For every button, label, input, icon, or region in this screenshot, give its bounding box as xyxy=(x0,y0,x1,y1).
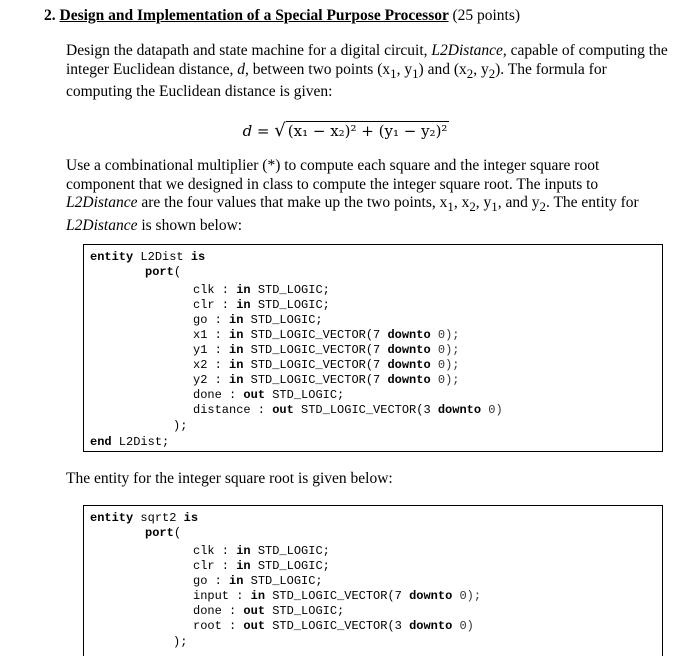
code-port-decl: y1 : in STD_LOGIC_VECTOR(7 downto 0); xyxy=(193,343,460,357)
code-entity-line: entity L2Dist is xyxy=(90,250,206,264)
code-end-line: end L2Dist; xyxy=(90,435,170,449)
problem-points: (25 points) xyxy=(452,7,521,24)
code-port-decl: x1 : in STD_LOGIC_VECTOR(7 downto 0); xyxy=(193,328,460,342)
intro-paragraph: Design the datapath and state machine for a digital circuit, L2Distance, capable of computing the integer Euclidean distance, d, between two points ($x_1$, $y_1$) and ($x_2$, $y_2$). The formula for computing the Euclidean distance is given: xyxy=(66,42,668,101)
code-port-decl: clk : in STD_LOGIC; xyxy=(193,283,330,297)
sqrt2-entity-code xyxy=(83,505,663,656)
code-port-decl: root : out STD_LOGIC_VECTOR(3 downto 0) xyxy=(193,619,474,633)
code-port-decl: x2 : in STD_LOGIC_VECTOR(7 downto 0); xyxy=(193,358,460,372)
code-port-decl: done : out STD_LOGIC; xyxy=(193,604,345,618)
code-close-paren: ); xyxy=(173,635,188,649)
inputs-paragraph: Use a combinational multiplier (*) to compute each square and the integer square root component that we designed in class to compute the integer square root. The inputs to L2Distance are the four values that make up the two points, $x_1$, $x_2$, $y_1$, and $y_2$. The entity for L2Distance is shown below: xyxy=(66,157,639,234)
code-port-decl: clr : in STD_LOGIC; xyxy=(193,559,330,573)
code-port-decl: input : in STD_LOGIC_VECTOR(7 downto 0); xyxy=(193,589,482,603)
l2dist-entity-code xyxy=(83,244,663,452)
code-port-line: port( xyxy=(145,526,182,540)
sqrt-intro-paragraph: The entity for the integer square root is given below: xyxy=(66,470,393,487)
code-port-decl: clr : in STD_LOGIC; xyxy=(193,298,330,312)
code-port-decl: go : in STD_LOGIC; xyxy=(193,574,323,588)
code-close-paren: ); xyxy=(173,419,188,433)
problem-number: 2. xyxy=(44,7,56,24)
code-port-decl: done : out STD_LOGIC; xyxy=(193,388,345,402)
problem-heading xyxy=(44,7,520,25)
code-port-decl: clk : in STD_LOGIC; xyxy=(193,544,330,558)
code-port-decl: y2 : in STD_LOGIC_VECTOR(7 downto 0); xyxy=(193,373,460,387)
code-port-decl: distance : out STD_LOGIC_VECTOR(3 downto 0) xyxy=(193,403,503,417)
code-port-decl: go : in STD_LOGIC; xyxy=(193,313,323,327)
code-entity-line: entity sqrt2 is xyxy=(90,511,199,525)
distance-formula: d = √ (x₁ − x₂)² + (y₁ − y₂)² xyxy=(242,120,448,141)
problem-title: Design and Implementation of a Special Purpose Processor xyxy=(59,7,449,24)
code-port-line: port( xyxy=(145,265,182,279)
